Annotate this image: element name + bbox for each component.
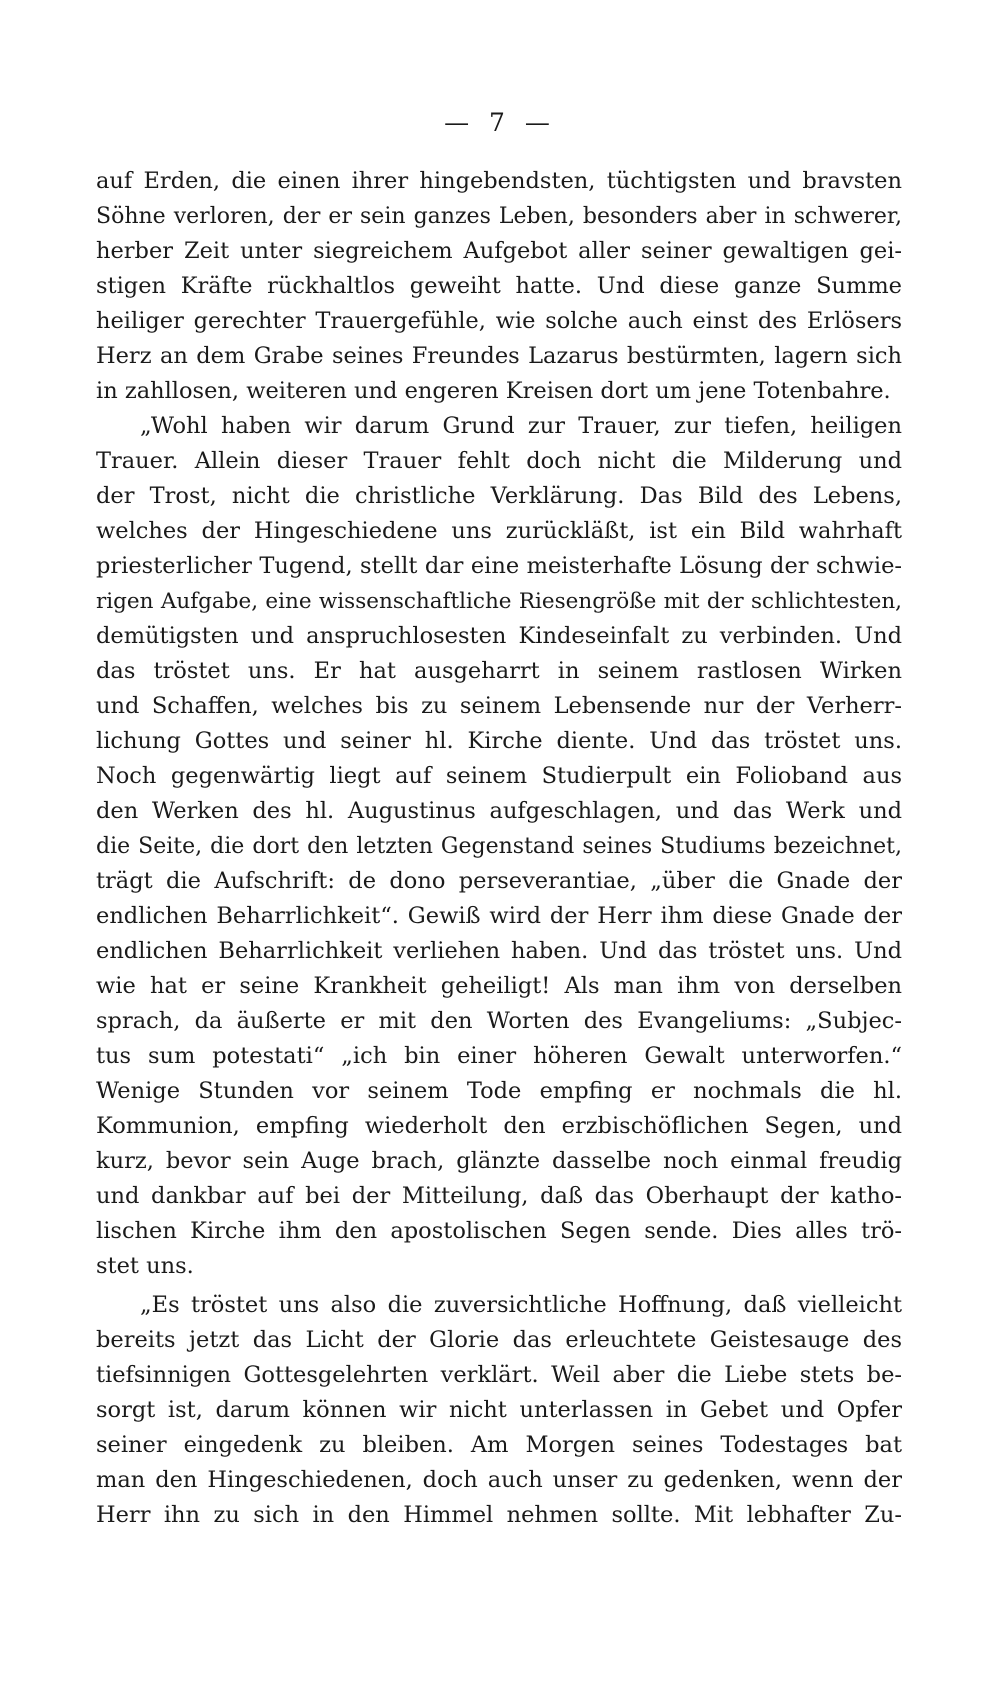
text-line: auf Erden, die einen ihrer hingebendsten, tüchtigsten und bravsten bbox=[96, 168, 902, 194]
page-number: — 7 — bbox=[444, 108, 556, 137]
text-line: stigen Kräfte rückhaltlos geweiht hatte. Und diese ganze Summe bbox=[96, 273, 902, 299]
text-line: demütigsten und anspruchlosesten Kindeseinfalt zu verbinden. Und bbox=[96, 623, 902, 649]
text-line: priesterlicher Tugend, stellt dar eine meisterhafte Lösung der schwie- bbox=[96, 553, 902, 579]
text-line: stet uns. bbox=[96, 1253, 194, 1279]
text-line: Kommunion, empfing wiederholt den erzbischöflichen Segen, und bbox=[96, 1113, 902, 1139]
text-line: in zahllosen, weiteren und engeren Kreisen dort um jene Totenbahre. bbox=[96, 378, 891, 404]
text-line: tus sum potestati“ „ich bin einer höheren Gewalt unterworfen.“ bbox=[96, 1043, 902, 1069]
text-line: herber Zeit unter siegreichem Aufgebot aller seiner gewaltigen gei- bbox=[96, 238, 902, 264]
text-line: tiefsinnigen Gottesgelehrten verklärt. Weil aber die Liebe stets be- bbox=[96, 1362, 902, 1388]
text-line: endlichen Beharrlichkeit“. Gewiß wird der Herr ihm diese Gnade der bbox=[96, 903, 902, 929]
text-line: lichung Gottes und seiner hl. Kirche diente. Und das tröstet uns. bbox=[96, 728, 902, 754]
text-line: und dankbar auf bei der Mitteilung, daß das Oberhaupt der katho- bbox=[96, 1183, 902, 1209]
text-line: welches der Hingeschiedene uns zurückläßt, ist ein Bild wahrhaft bbox=[96, 518, 902, 544]
text-line: Herz an dem Grabe seines Freundes Lazarus bestürmten, lagern sich bbox=[96, 343, 902, 369]
text-line: Herr ihn zu sich in den Himmel nehmen sollte. Mit lebhafter Zu- bbox=[96, 1502, 902, 1528]
text-line: wie hat er seine Krankheit geheiligt! Als man ihm von derselben bbox=[96, 973, 902, 999]
text-line: Wenige Stunden vor seinem Tode empfing er nochmals die hl. bbox=[96, 1078, 902, 1104]
text-line: man den Hingeschiedenen, doch auch unser zu gedenken, wenn der bbox=[96, 1467, 902, 1493]
body-text bbox=[96, 164, 902, 1533]
text-line: sorgt ist, darum können wir nicht unterlassen in Gebet und Opfer bbox=[96, 1397, 902, 1423]
text-line: trägt die Aufschrift: de dono perseverantiae, „über die Gnade der bbox=[96, 868, 902, 894]
text-line: Trauer. Allein dieser Trauer fehlt doch nicht die Milderung und bbox=[96, 448, 902, 474]
text-line: und Schaffen, welches bis zu seinem Lebensende nur der Verherr- bbox=[96, 693, 902, 719]
text-line: Noch gegenwärtig liegt auf seinem Studierpult ein Folioband aus bbox=[96, 763, 902, 789]
text-line: den Werken des hl. Augustinus aufgeschlagen, und das Werk und bbox=[96, 798, 902, 824]
text-line: rigen Aufgabe, eine wissenschaftliche Riesengröße mit der schlichtesten, bbox=[96, 589, 902, 614]
text-line: seiner eingedenk zu bleiben. Am Morgen seines Todestages bat bbox=[96, 1432, 902, 1458]
paragraph-start-line: „Wohl haben wir darum Grund zur Trauer, zur tiefen, heiligen bbox=[140, 413, 902, 439]
text-line: die Seite, die dort den letzten Gegenstand seines Studiums bezeichnet, bbox=[96, 834, 902, 859]
paragraph-start-line: „Es tröstet uns also die zuversichtliche Hoffnung, daß vielleicht bbox=[140, 1292, 902, 1318]
text-line: bereits jetzt das Licht der Glorie das erleuchtete Geistesauge des bbox=[96, 1327, 902, 1353]
text-line: endlichen Beharrlichkeit verliehen haben. Und das tröstet uns. Und bbox=[96, 938, 902, 964]
text-line: lischen Kirche ihm den apostolischen Segen sende. Dies alles trö- bbox=[96, 1218, 902, 1244]
text-line: der Trost, nicht die christliche Verklärung. Das Bild des Lebens, bbox=[96, 483, 902, 509]
text-line: kurz, bevor sein Auge brach, glänzte dasselbe noch einmal freudig bbox=[96, 1148, 902, 1174]
text-line: sprach, da äußerte er mit den Worten des Evangeliums: „Subjec- bbox=[96, 1008, 902, 1034]
text-line: heiliger gerechter Trauergefühle, wie solche auch einst des Erlösers bbox=[96, 308, 902, 334]
text-line: das tröstet uns. Er hat ausgeharrt in seinem rastlosen Wirken bbox=[96, 658, 902, 684]
text-line: Söhne verloren, der er sein ganzes Leben, besonders aber in schwerer, bbox=[96, 204, 902, 229]
